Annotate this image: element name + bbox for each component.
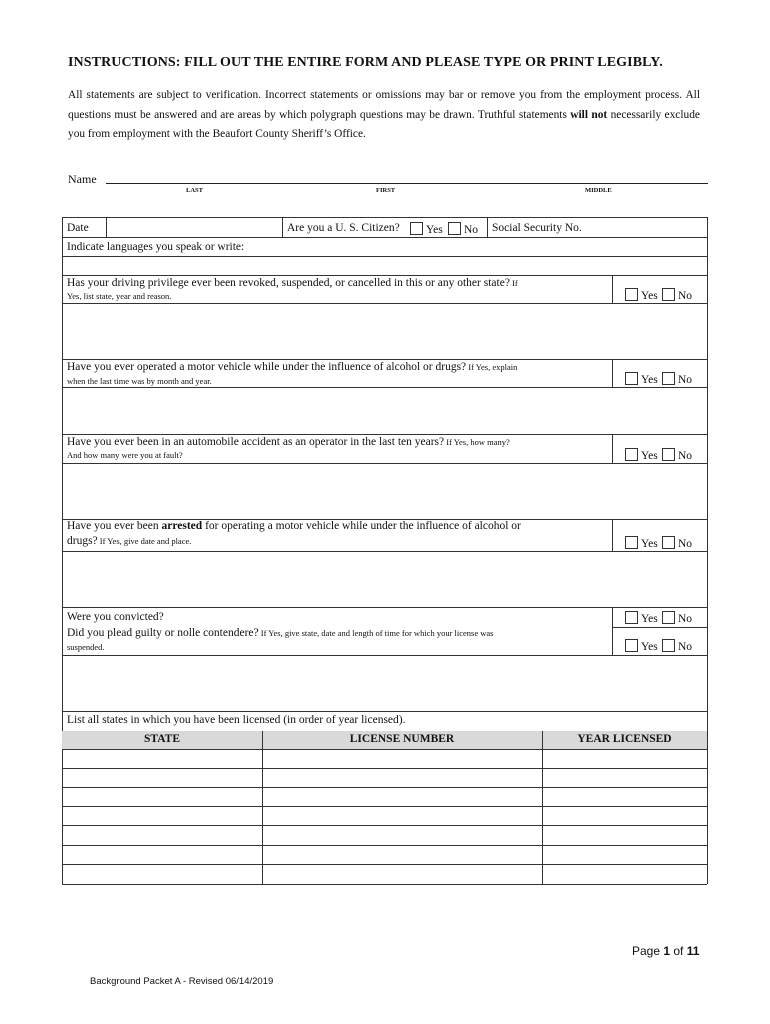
citizen-no-checkbox[interactable]: [448, 222, 461, 235]
q6-text: Did you plead guilty or nolle contendere? If Yes, give state, date and length of time for which your license was: [67, 627, 494, 639]
q1-answer-field[interactable]: [63, 304, 706, 358]
languages-label: Indicate languages you speak or write:: [67, 241, 245, 253]
q5-yes-checkbox[interactable]: [625, 611, 638, 624]
q5-no-option[interactable]: No: [662, 611, 692, 625]
q1-no-option[interactable]: No: [662, 288, 692, 302]
last-name-caption: LAST: [186, 187, 203, 194]
q2-no-option[interactable]: No: [662, 372, 692, 386]
q5-yes-option[interactable]: Yes: [625, 611, 658, 625]
q6-no-checkbox[interactable]: [662, 639, 675, 652]
q1-text: Has your driving privilege ever been revoked, suspended, or cancelled in this or any other state? If: [67, 277, 518, 289]
q3-no-checkbox[interactable]: [662, 448, 675, 461]
footer-revision: Background Packet A - Revised 06/14/2019: [90, 976, 274, 987]
instructions-text: All statements are subject to verification. Incorrect statements or omissions may bar or remove you from the employment process. All questions must be answered and are areas by which polygraph questions may be drawn. Truthful statements will not necessarily exclude you from employment with the Beaufort County Sheriff’s Office.: [68, 89, 700, 140]
table-row[interactable]: [63, 807, 261, 824]
q3-note: And how many were you at fault?: [67, 450, 183, 460]
q2-no-checkbox[interactable]: [662, 372, 675, 385]
table-row[interactable]: [63, 750, 261, 767]
state-column-header: STATE: [143, 733, 180, 745]
q1-yes-checkbox[interactable]: [625, 288, 638, 301]
q6-note: suspended.: [67, 642, 105, 652]
table-row[interactable]: [63, 865, 261, 883]
date-field[interactable]: [107, 218, 281, 236]
name-label: Name: [68, 172, 97, 186]
citizen-no-option[interactable]: No: [448, 222, 478, 236]
q2-text: Have you ever operated a motor vehicle while under the influence of alcohol or drugs? If Yes, explain: [67, 361, 518, 373]
q6-no-option[interactable]: No: [662, 639, 692, 653]
table-row[interactable]: [63, 788, 261, 805]
q1-yes-option[interactable]: Yes: [625, 288, 658, 302]
q5-no-checkbox[interactable]: [662, 611, 675, 624]
q6-yes-checkbox[interactable]: [625, 639, 638, 652]
q2-note: when the last time was by month and year.: [67, 376, 212, 386]
q4-text-line2: drugs? If Yes, give date and place.: [67, 535, 192, 547]
middle-name-caption: MIDDLE: [585, 187, 612, 194]
name-field[interactable]: [106, 183, 708, 184]
languages-field[interactable]: [63, 257, 706, 274]
q3-yes-checkbox[interactable]: [625, 448, 638, 461]
q6-answer-field[interactable]: [63, 656, 706, 710]
ssn-label: Social Security No.: [492, 222, 582, 234]
table-row[interactable]: [63, 846, 261, 863]
form-title: INSTRUCTIONS: FILL OUT THE ENTIRE FORM AND PLEASE TYPE OR PRINT LEGIBLY.: [68, 55, 663, 70]
date-label: Date: [67, 222, 89, 234]
licensed-states-prompt: List all states in which you have been licensed (in order of year licensed).: [67, 714, 406, 726]
q4-no-option[interactable]: No: [662, 536, 692, 550]
table-row[interactable]: [63, 769, 261, 786]
q4-yes-option[interactable]: Yes: [625, 536, 658, 550]
q3-no-option[interactable]: No: [662, 448, 692, 462]
first-name-caption: FIRST: [376, 187, 396, 194]
q3-yes-option[interactable]: Yes: [625, 448, 658, 462]
q4-yes-checkbox[interactable]: [625, 536, 638, 549]
citizen-yes-option[interactable]: Yes: [410, 222, 443, 236]
year-licensed-column-header: YEAR LICENSED: [577, 733, 672, 745]
q2-yes-checkbox[interactable]: [625, 372, 638, 385]
q4-no-checkbox[interactable]: [662, 536, 675, 549]
q3-text: Have you ever been in an automobile accident as an operator in the last ten years? If Yes, how many?: [67, 436, 510, 448]
q3-answer-field[interactable]: [63, 464, 706, 518]
q6-yes-option[interactable]: Yes: [625, 639, 658, 653]
q1-no-checkbox[interactable]: [662, 288, 675, 301]
license-number-column-header: LICENSE NUMBER: [349, 733, 455, 745]
table-row[interactable]: [63, 826, 261, 844]
q4-text: Have you ever been arrested for operating a motor vehicle while under the influence of alcohol or: [67, 520, 521, 532]
q5-text: Were you convicted?: [67, 611, 164, 623]
q2-yes-option[interactable]: Yes: [625, 372, 658, 386]
citizen-yes-checkbox[interactable]: [410, 222, 423, 235]
page-number: Page 1 of 11: [632, 944, 700, 958]
citizen-question: Are you a U. S. Citizen?: [287, 222, 400, 234]
q4-answer-field[interactable]: [63, 552, 706, 606]
q2-answer-field[interactable]: [63, 388, 706, 433]
q1-note: Yes, list state, year and reason.: [67, 291, 172, 301]
